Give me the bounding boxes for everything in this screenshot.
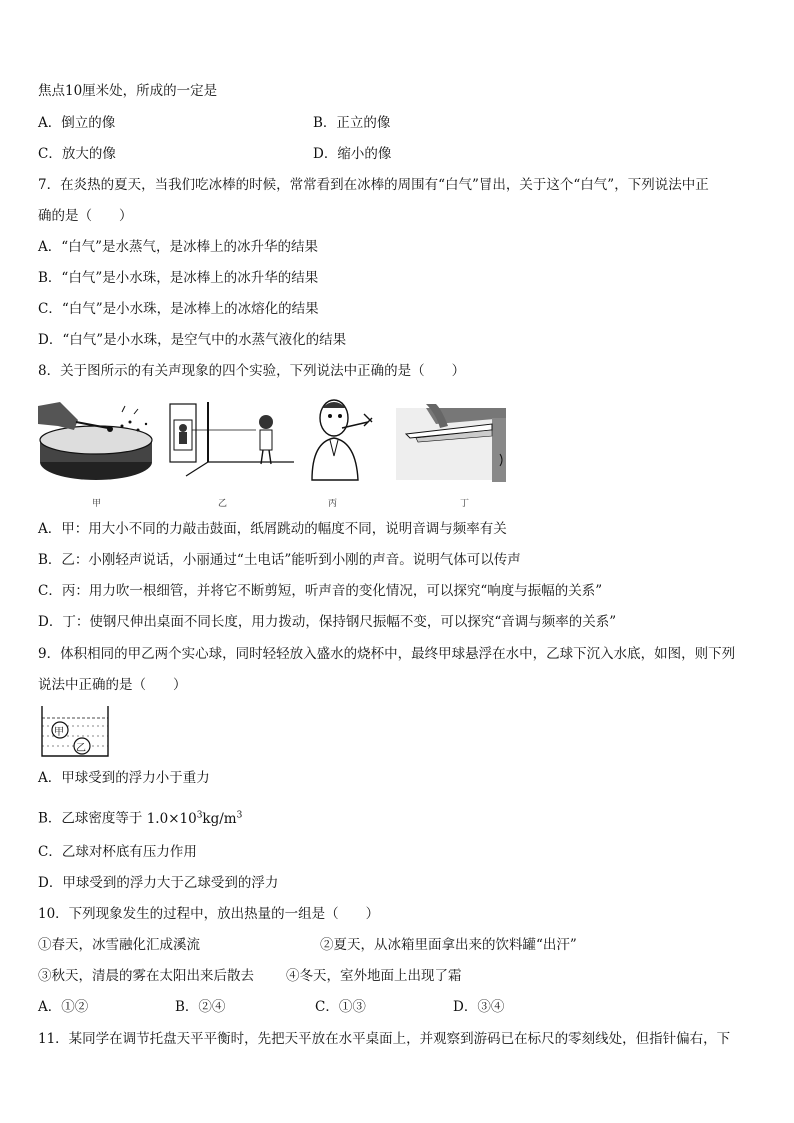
q7-stem-line2: 确的是（ ）	[38, 208, 133, 224]
caption-bing: 丙	[328, 499, 338, 509]
q9-option-b-prefix: B．乙球密度等于	[38, 810, 143, 827]
q10-option-a: A．①②	[38, 999, 89, 1015]
caption-ding: 丁	[460, 499, 470, 509]
ball-label-yi: 乙	[76, 743, 86, 754]
q10-item-1: ①春天，冰雪融化汇成溪流	[38, 937, 200, 953]
q7-option-d: D．“白气”是小水珠，是空气中的水蒸气液化的结果	[38, 332, 347, 348]
q11-stem-line1: 11．某同学在调节托盘天平平衡时，先把天平放在水平桌面上，并观察到游码已在标尺的零刻线处，但指针偏右，下	[38, 1031, 731, 1047]
q9-option-b-value	[147, 811, 243, 827]
q6-option-c: C．放大的像	[38, 146, 116, 162]
q10-option-c: C．①③	[315, 999, 366, 1015]
q10-stem: 10．下列现象发生的过程中，放出热量的一组是（ ）	[38, 906, 380, 922]
q8-option-c: C．丙：用力吹一根细管，并将它不断剪短，听声音的变化情况，可以探究“响度与振幅的关系”	[38, 583, 603, 599]
density-exponent: 3	[196, 810, 203, 820]
caption-jia: 甲	[92, 499, 102, 509]
q8-option-d: D．丁：使钢尺伸出桌面不同长度，用力拨动，保持钢尺振幅不变，可以探究“音调与频率的关系”	[38, 614, 617, 630]
q8-option-b: B．乙：小刚轻声说话，小丽通过“土电话”能听到小刚的声音。说明气体可以传声	[38, 552, 521, 568]
q8-stem: 8．关于图所示的有关声现象的四个实验，下列说法中正确的是（ ）	[38, 363, 466, 379]
caption-yi: 乙	[218, 499, 228, 509]
q7-stem-line1: 7．在炎热的夏天，当我们吃冰棒的时候，常常看到在冰棒的周围有“白气”冒出，关于这个“白气”，下列说法中正	[38, 177, 709, 193]
q6-option-d: D．缩小的像	[313, 146, 392, 162]
ball-label-jia: 甲	[54, 727, 64, 738]
drum-experiment-figure	[38, 400, 156, 482]
q6-stem-tail: 焦点10厘米处，所成的一定是	[38, 83, 218, 99]
q10-option-d: D．③④	[453, 999, 505, 1015]
string-telephone-figure	[168, 402, 296, 480]
q8-option-a: A．甲：用大小不同的力敲击鼓面，纸屑跳动的幅度不同，说明音调与频率有关	[38, 521, 507, 537]
q6-option-b: B．正立的像	[313, 115, 391, 131]
q10-item-2: ②夏天，从冰箱里面拿出来的饮料罐“出汗”	[320, 937, 577, 953]
q7-option-c: C．“白气”是小水珠，是冰棒上的冰熔化的结果	[38, 301, 319, 317]
q9-option-a: A．甲球受到的浮力小于重力	[38, 770, 210, 786]
q10-item-3: ③秋天，清晨的雾在太阳出来后散去	[38, 968, 254, 984]
blowing-straw-figure	[304, 396, 388, 482]
q6-option-a: A．倒立的像	[38, 115, 116, 131]
q9-stem-line1: 9．体积相同的甲乙两个实心球，同时轻轻放入盛水的烧杯中，最终甲球悬浮在水中，乙球下沉入水底，如图，则下列	[38, 646, 736, 662]
beaker-figure	[40, 704, 110, 758]
q9-option-d: D．甲球受到的浮力大于乙球受到的浮力	[38, 875, 279, 891]
q9-option-c: C．乙球对杯底有压力作用	[38, 844, 197, 860]
density-unit: kg/m	[202, 810, 237, 827]
q10-option-b: B．②④	[175, 999, 226, 1015]
q9-stem-line2: 说法中正确的是（ ）	[38, 677, 187, 693]
q10-item-4: ④冬天，室外地面上出现了霜	[286, 968, 462, 984]
q7-option-a: A．“白气”是水蒸气，是冰棒上的冰升华的结果	[38, 239, 319, 255]
density-mantissa: 1.0×10	[146, 810, 197, 827]
density-unit-exponent: 3	[236, 810, 243, 820]
q9-option-b	[38, 806, 242, 828]
steel-ruler-figure	[396, 404, 512, 484]
q7-option-b: B．“白气”是小水珠，是冰棒上的冰升华的结果	[38, 270, 319, 286]
